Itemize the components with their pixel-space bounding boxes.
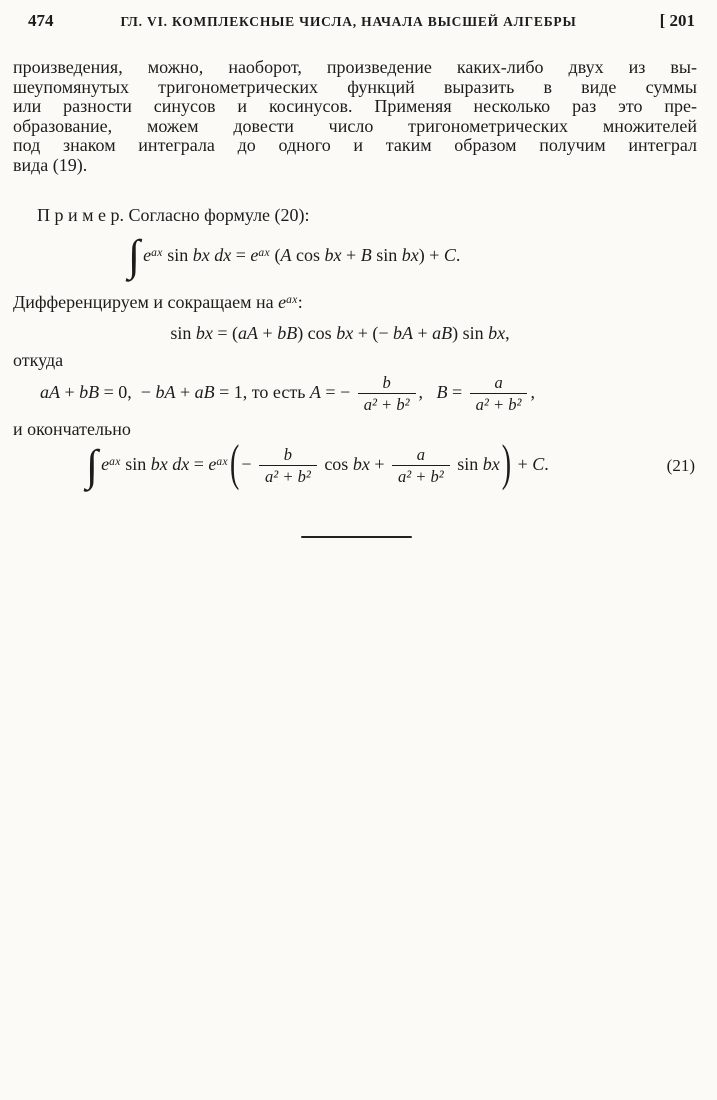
formula-segment: e [143,245,152,266]
fraction-numerator: b [382,372,391,392]
fraction-numerator: a [416,444,425,464]
formula-segment: bx [195,322,213,343]
formula-segment: aA [238,322,259,343]
formula-segment: C [443,245,456,266]
formula-segment: bx [482,453,500,474]
fraction-denominator: a² + b² [392,465,450,486]
formula-segment: + [258,322,278,343]
formula-segment: bA [392,322,413,343]
text-line: или разности синусов и косинусов. Применяя несколько раз это пре- [13,96,697,117]
formula-segment: + [341,245,361,266]
formula-segment: + [60,381,80,402]
formula-segment: = ( [212,322,239,343]
fraction-numerator: b [283,444,293,464]
formula-segment: = 1, то есть [214,381,310,402]
formula-segment: ax [286,293,298,306]
formula-segment: sin [120,453,151,474]
formula-segment: bx [336,322,354,343]
coefficients-expression [40,373,535,415]
fraction [470,373,528,415]
formula-segment: sin [371,245,402,266]
formula-segment: e [208,453,217,474]
formula-20-expression [143,245,460,266]
formula-segment: ) + [418,245,444,266]
fraction-denominator: a² + b² [358,393,416,414]
fraction-numerator: a [494,372,503,392]
formula-segment: sin [170,322,196,343]
text-line: шеупомянутых тригонометрических функций выразить в виде суммы [13,76,697,97]
formula-segment: + [412,322,433,343]
formula-segment: : [297,291,303,312]
formula-segment: aB [432,322,453,343]
paragraph [13,58,697,176]
coefficients-equation [0,371,717,417]
formula-segment: + [513,453,533,474]
formula-segment: bx [488,322,506,343]
formula-segment: bA [155,381,176,402]
formula-segment: = 0, − [99,381,156,402]
page-number: 474 [28,11,54,30]
formula-segment: sin [162,245,193,266]
formula-segment: , [530,381,535,402]
formula-segment: − [241,453,257,474]
formula-segment: ) cos [297,322,337,343]
formula-segment: dx [214,245,232,266]
otkuda-line: откуда [13,349,64,370]
fraction [358,373,416,415]
formula-segment: e [278,291,287,312]
formula-21-expression [101,435,549,492]
formula-segment: ax [258,247,271,260]
formula-segment: bx [324,245,342,266]
formula-segment: e [101,453,110,474]
formula-segment: , [505,322,510,343]
formula-segment: cos [319,453,353,474]
formula-segment: bB [79,381,100,402]
integral-sign: ∫ [128,230,141,280]
sin-equation [13,323,667,344]
formula-segment: . [455,245,461,266]
formula-segment: bx [192,245,210,266]
formula-segment: bx [401,245,419,266]
fraction [259,445,317,487]
text-line: вида (19). [13,154,88,175]
fraction [392,445,450,487]
formula-21 [0,435,717,492]
text-line: образование, можем довести число тригонометрических множителей [13,115,697,136]
finally-line: и окончательно [13,418,131,439]
formula-segment: ax [216,455,229,468]
formula-segment: bB [277,322,298,343]
section-end-rule [301,536,412,538]
formula-segment: + (− [353,322,393,343]
page-header [0,0,717,35]
formula-segment: e [250,245,259,266]
formula-segment: ) [501,435,512,492]
formula-segment: bx [352,453,370,474]
formula-segment: B [360,245,372,266]
section-marker: [ 201 [659,11,695,30]
formula-segment: bx [150,453,168,474]
differentiate-line [13,290,697,313]
fraction-denominator: a² + b² [259,465,317,486]
formula-segment: , [418,381,437,402]
text-line: под знаком интеграла до одного и таким образом получим интеграл [13,135,697,156]
formula-segment: = [231,245,251,266]
formula-segment: + [369,453,389,474]
formula-segment: ( [270,245,281,266]
formula-segment: aB [194,381,215,402]
formula-segment: C [532,453,545,474]
formula-segment: = − [320,381,355,402]
formula-segment: ( [230,435,240,492]
formula-segment: Дифференцируем и сокращаем на [13,291,279,312]
formula-segment: . [544,453,549,474]
example-intro: П р и м е р. Согласно формуле (20): [37,204,310,225]
formula-segment: aA [40,381,60,402]
formula-20 [0,230,717,282]
formula-segment: A [280,245,292,266]
formula-segment: + [175,381,195,402]
formula-segment: sin [452,453,483,474]
formula-segment: ax [151,247,163,260]
formula-segment: dx [172,453,190,474]
fraction-denominator: a² + b² [470,393,528,414]
formula-segment: B [436,381,448,402]
formula-segment: = [447,381,467,402]
formula-segment: ) sin [452,322,489,343]
text-line: произведения, можно, наоборот, произведение каких-либо двух из вы- [13,57,697,77]
formula-segment: ax [109,455,121,468]
formula-segment: A [309,381,321,402]
formula-segment: cos [291,245,325,266]
integral-sign: ∫ [86,440,99,490]
equation-number: (21) [666,455,695,475]
formula-segment: = [189,453,209,474]
chapter-running-title: ГЛ. VI. КОМПЛЕКСНЫЕ ЧИСЛА, НАЧАЛА ВЫСШЕЙ АЛГЕБРЫ [120,14,577,29]
